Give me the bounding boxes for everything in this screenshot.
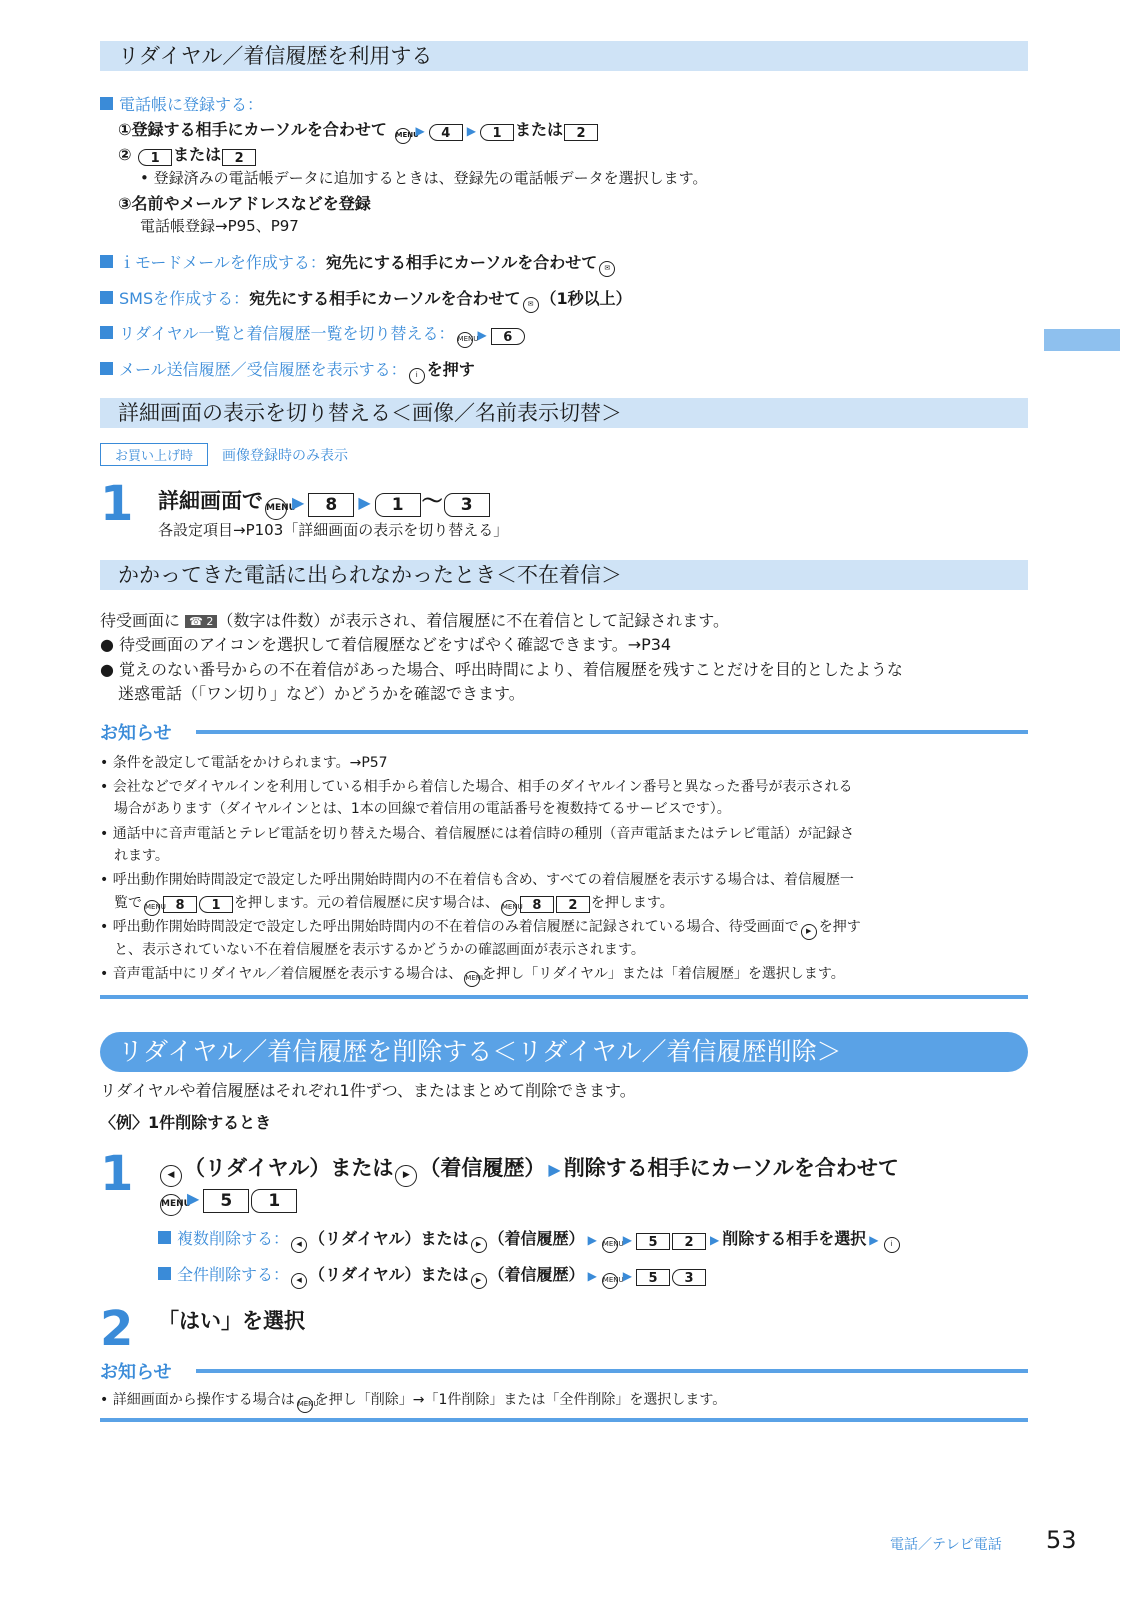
missed-call-bullet-2: ● 覚えのない番号からの不在着信があった場合、呼出時間により、着信履歴を残すことだけを目的としたような	[100, 660, 903, 679]
received-key-icon: ▶	[801, 924, 817, 940]
notice-bottom-rule	[100, 995, 1028, 999]
key-6: 6	[491, 328, 525, 345]
switch-list-row: リダイヤル一覧と着信履歴一覧を切り替える： MENU▶ 6	[100, 321, 526, 348]
key-8: 8	[163, 896, 197, 913]
arrow-icon: ▶	[869, 1233, 879, 1247]
notice2-item-1: • 詳細画面から操作する場合は MENUを押し「削除」→「1件削除」または「全件削除」を選択します。	[100, 1389, 726, 1413]
all-delete-row: 全件削除する： ◀ （リダイヤル）または ▶ （着信履歴） ▶ MENU▶ 5 3	[158, 1262, 707, 1289]
key-4: 4	[429, 124, 463, 141]
detail-step: 詳細画面で MENU▶ 8 ▶ 1 ～ 3	[158, 485, 491, 520]
redial-key-icon: ◀	[160, 1165, 182, 1187]
received-key-icon: ▶	[471, 1237, 487, 1253]
arrow-icon: ▶	[710, 1233, 720, 1247]
i-mode-key-icon: i	[884, 1237, 900, 1253]
key-5: 5	[636, 1269, 670, 1286]
detail-step-ref: 各設定項目→P103「詳細画面の表示を切り替える」	[158, 521, 509, 539]
section-title-detail-display: 詳細画面の表示を切り替える＜画像／名前表示切替＞	[100, 398, 1028, 428]
arrow-icon: ▶	[622, 1269, 633, 1283]
sms-row: SMSを作成する：宛先にする相手にカーソルを合わせて ✉ （1秒以上）	[100, 286, 632, 313]
notice2-bottom-rule	[100, 1418, 1028, 1422]
section-title-use-history: リダイヤル／着信履歴を利用する	[100, 41, 1028, 71]
arrow-icon: ▶	[466, 124, 476, 138]
missed-call-bullet-2-cont: 迷惑電話（「ワン切り」など）かどうかを確認できます。	[118, 684, 525, 703]
arrow-icon: ▶	[587, 1233, 597, 1247]
key-1: 1	[138, 149, 172, 166]
missed-call-bullet-1: ● 待受画面のアイコンを選択して着信履歴などをすばやく確認できます。→P34	[100, 635, 672, 654]
i-mode-key-icon: i	[409, 368, 425, 384]
key-8: 8	[520, 896, 554, 913]
menu-key-icon: MENU	[602, 1273, 618, 1289]
arrow-icon: ▶	[477, 328, 487, 342]
notice-rule	[196, 730, 1028, 734]
notice-item-4: • 呼出動作開始時間設定で設定した呼出開始時間内の不在着信も含め、すべての着信履歴を表示する場合は、着信履歴一	[100, 872, 854, 888]
delete-example: 〈例〉1件削除するとき	[100, 1113, 272, 1132]
delete-step1-cont	[158, 1185, 298, 1216]
menu-key-icon: MENU	[464, 971, 480, 987]
key-2: 2	[672, 1233, 706, 1250]
menu-key-icon: MENU	[144, 900, 160, 916]
phonebook-register-label: 電話帳に登録する：	[100, 92, 263, 115]
missed-call-icon: ☎ 2	[185, 615, 217, 628]
arrow-icon: ▶	[415, 124, 425, 138]
phonebook-step3: ③名前やメールアドレスなどを登録	[118, 194, 371, 213]
notice-item-2: • 会社などでダイヤルインを利用している相手から着信した場合、相手のダイヤルイン番号と異なった番号が表示される	[100, 779, 853, 795]
notice-item-6: • 音声電話中にリダイヤル／着信履歴を表示する場合は、 MENUを押し「リダイヤル」または「着信履歴」を選択します。	[100, 963, 845, 987]
arrow-icon: ▶	[548, 1160, 561, 1179]
phonebook-step3-ref: 電話帳登録→P95、P97	[140, 217, 299, 235]
section-title-missed-call: かかってきた電話に出られなかったとき＜不在着信＞	[100, 560, 1028, 590]
arrow-icon: ▶	[187, 1189, 200, 1208]
missed-call-para: 待受画面に ☎ 2 （数字は件数）が表示され、着信履歴に不在着信として記録されます。	[100, 611, 729, 630]
menu-key-icon: MENU	[265, 498, 287, 520]
key-5: 5	[636, 1233, 670, 1250]
key-1: 1	[251, 1189, 297, 1213]
phonebook-step2-note: • 登録済みの電話帳データに追加するときは、登録先の電話帳データを選択します。	[140, 169, 708, 187]
section-title-delete-history: リダイヤル／着信履歴を削除する＜リダイヤル／着信履歴削除＞	[100, 1032, 1028, 1072]
key-2: 2	[564, 124, 598, 141]
default-setting-row: お買い上げ時 画像登録時のみ表示	[100, 443, 348, 466]
redial-key-icon: ◀	[291, 1237, 307, 1253]
delete-intro: リダイヤルや着信履歴はそれぞれ1件ずつ、またはまとめて削除できます。	[100, 1081, 636, 1100]
step-number: 1	[100, 1146, 134, 1202]
mail-key-icon: ✉	[599, 261, 615, 277]
key-1: 1	[199, 896, 233, 913]
notice-item-5: • 呼出動作開始時間設定で設定した呼出開始時間内の不在着信のみ着信履歴に記録されている場合、待受画面で ▶ を押す	[100, 916, 861, 940]
key-2: 2	[556, 896, 590, 913]
key-3: 3	[444, 493, 490, 517]
menu-key-icon: MENU	[395, 128, 411, 144]
key-5: 5	[203, 1189, 249, 1213]
notice-item-4-cont: 覧で MENU 8 1 を押します。元の着信履歴に戻す場合は、 MENU 8 2 を押します。	[114, 892, 674, 916]
menu-key-icon: MENU	[602, 1237, 618, 1253]
default-tag: お買い上げ時	[100, 443, 208, 466]
arrow-icon: ▶	[622, 1233, 633, 1247]
menu-key-icon: MENU	[297, 1397, 313, 1413]
notice-item-3-cont: れます。	[114, 848, 169, 864]
notice-item-3: • 通話中に音声電話とテレビ電話を切り替えた場合、着信履歴には着信時の種別（音声電話またはテレビ電話）が記録さ	[100, 826, 855, 842]
arrow-icon: ▶	[587, 1269, 597, 1283]
key-2: 2	[222, 149, 256, 166]
delete-step1: ◀ （リダイヤル）または ▶ （着信履歴） ▶ 削除する相手にカーソルを合わせて	[158, 1152, 899, 1187]
mail-key-icon: ✉	[523, 297, 539, 313]
page-number: 53	[1046, 1526, 1077, 1554]
redial-key-icon: ◀	[291, 1273, 307, 1289]
received-key-icon: ▶	[471, 1273, 487, 1289]
imode-mail-row: ｉモードメールを作成する：宛先にする相手にカーソルを合わせて ✉	[100, 250, 617, 277]
phonebook-step2: ② 1 または 2	[118, 142, 257, 166]
key-8: 8	[308, 493, 354, 517]
notice-rule	[196, 1369, 1028, 1373]
menu-key-icon: MENU	[457, 332, 473, 348]
index-side-tab	[1044, 329, 1120, 351]
notice-item-1: • 条件を設定して電話をかけられます。→P57	[100, 755, 388, 771]
step-number: 2	[100, 1301, 134, 1357]
phonebook-step1: ①登録する相手にカーソルを合わせて MENU▶ 4 ▶ 1 または 2	[118, 117, 599, 144]
key-1: 1	[375, 493, 421, 517]
key-1: 1	[480, 124, 514, 141]
received-key-icon: ▶	[395, 1165, 417, 1187]
arrow-icon: ▶	[358, 493, 371, 512]
menu-key-icon: MENU	[160, 1194, 182, 1216]
notice-item-5-cont: と、表示されていない不在着信履歴を表示するかどうかの確認画面が表示されます。	[114, 942, 645, 958]
delete-step2: 「はい」を選択	[158, 1309, 305, 1333]
mail-history-row: メール送信履歴／受信履歴を表示する： i を押す	[100, 357, 475, 384]
menu-key-icon: MENU	[501, 900, 517, 916]
footer-section-name: 電話／テレビ電話	[890, 1537, 1002, 1553]
notice-item-2-cont: 場合があります（ダイヤルインとは、1本の回線で着信用の電話番号を複数持てるサービスです）。	[114, 801, 731, 817]
notice-title: お知らせ	[100, 723, 172, 744]
key-3: 3	[672, 1269, 706, 1286]
notice-title: お知らせ	[100, 1362, 172, 1383]
arrow-icon: ▶	[292, 493, 305, 512]
step-number: 1	[100, 476, 134, 532]
multi-delete-row: 複数削除する： ◀ （リダイヤル）または ▶ （着信履歴） ▶ MENU▶ 5 2 ▶ 削除する相手を選択 ▶ i	[158, 1226, 902, 1253]
